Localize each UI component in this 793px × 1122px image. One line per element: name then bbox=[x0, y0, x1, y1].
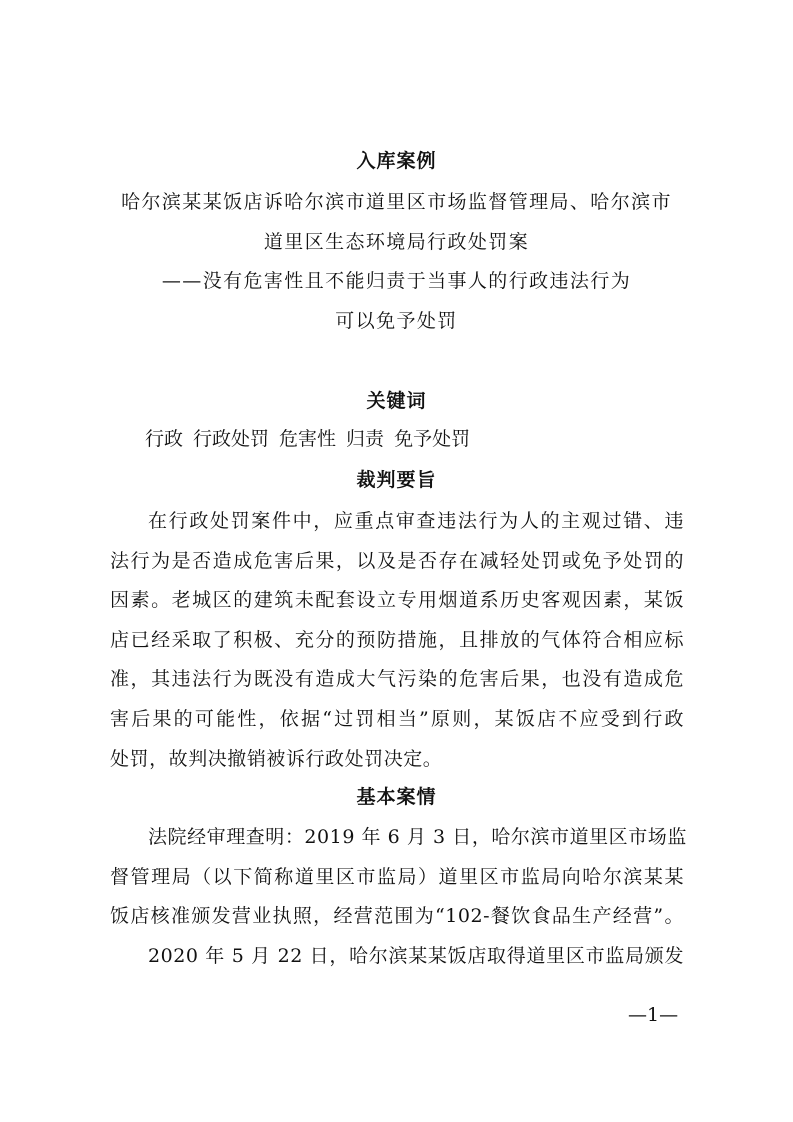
case-subtitle-line-2: 可以免予处罚 bbox=[335, 310, 458, 332]
keywords-heading: 关键词 bbox=[366, 390, 427, 412]
gist-line: 因素。老城区的建筑未配套设立专用烟道系历史客观因素，某饭 bbox=[110, 589, 684, 612]
page-number: —1— bbox=[628, 1004, 679, 1026]
keyword-item: 免予处罚 bbox=[394, 428, 471, 450]
facts-line: 2020 年 5 月 22 日，哈尔滨某某饭店取得道里区市监局颁发 bbox=[148, 945, 684, 967]
facts-line: 督管理局（以下简称道里区市监局）道里区市监局向哈尔滨某某 bbox=[110, 865, 684, 888]
facts-paragraph-1 bbox=[110, 818, 687, 937]
gist-paragraph bbox=[110, 502, 684, 779]
gist-line: 法行为是否造成危害后果，以及是否存在减轻处罚或免予处罚的 bbox=[110, 549, 684, 572]
case-title-line-1: 哈尔滨某某饭店诉哈尔滨市道里区市场监督管理局、哈尔滨市 bbox=[121, 191, 672, 213]
keyword-item: 危害性 bbox=[279, 428, 337, 450]
gist-line: 准，其违法行为既没有造成大气污染的危害后果，也没有造成危 bbox=[110, 668, 684, 691]
gist-line: 在行政处罚案件中，应重点审查违法行为人的主观过错、违 bbox=[148, 510, 684, 532]
gist-line: 害后果的可能性，依据“过罚相当”原则，某饭店不应受到行政 bbox=[110, 707, 684, 730]
facts-paragraph-2 bbox=[110, 937, 684, 977]
case-subtitle-line-1: ——没有危害性且不能归责于当事人的行政违法行为 bbox=[161, 270, 632, 292]
facts-heading: 基本案情 bbox=[356, 786, 437, 808]
case-title-line-2: 道里区生态环境局行政处罚案 bbox=[263, 231, 530, 253]
keyword-item: 归责 bbox=[346, 428, 385, 450]
keyword-item: 行政处罚 bbox=[193, 428, 270, 450]
gist-line: 处罚，故判决撤销被诉行政处罚决定。 bbox=[110, 747, 443, 770]
facts-line: 饭店核准颁发营业执照，经营范围为“102-餐饮食品生产经营”。 bbox=[110, 905, 684, 928]
keywords-list bbox=[145, 427, 480, 451]
gist-heading: 裁判要旨 bbox=[356, 469, 437, 491]
gist-line: 店已经采取了积极、充分的预防措施，且排放的气体符合相应标 bbox=[110, 628, 684, 651]
facts-line: 法院经审理查明：2019 年 6 月 3 日，哈尔滨市道里区市场监 bbox=[148, 826, 687, 848]
keyword-item: 行政 bbox=[145, 428, 184, 450]
category-heading: 入库案例 bbox=[356, 150, 437, 172]
